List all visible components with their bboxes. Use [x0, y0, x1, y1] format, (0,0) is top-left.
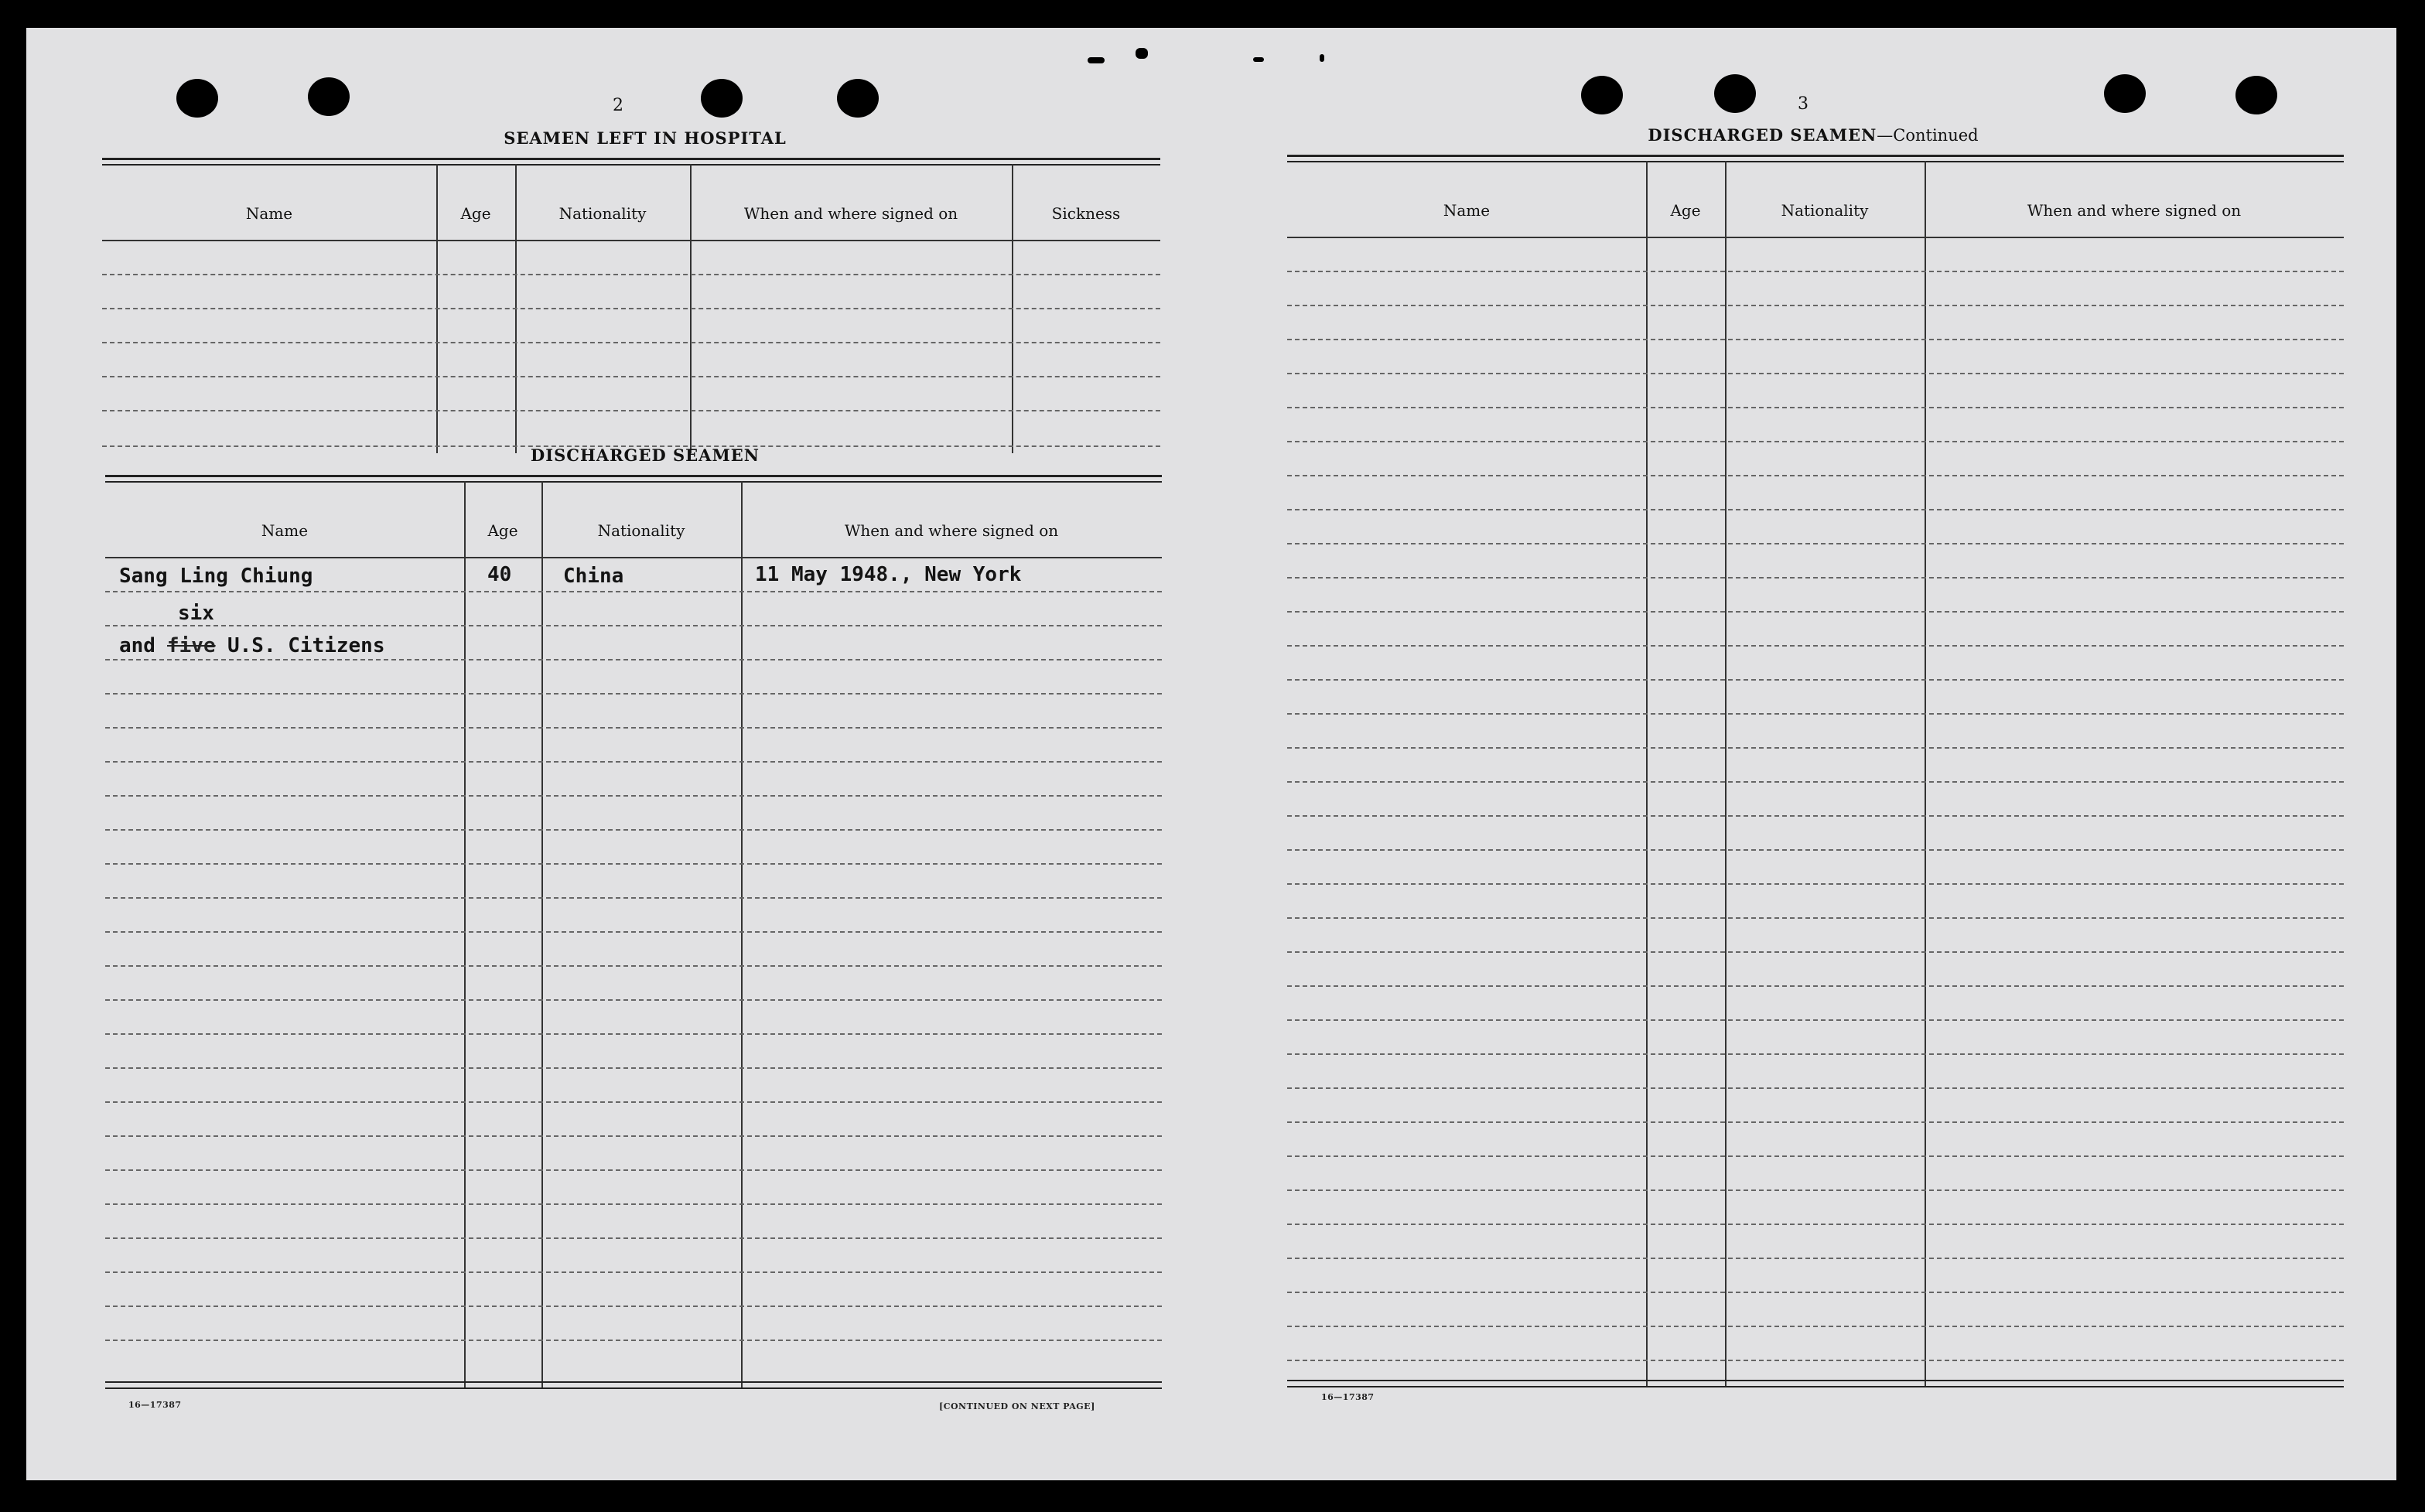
table-row — [1287, 475, 2344, 476]
seaman-signed-on: 11 May 1948., New York — [755, 563, 1022, 586]
table-row — [1287, 339, 2344, 340]
table-row — [105, 659, 1162, 660]
table-row — [105, 591, 1162, 592]
table-row — [1287, 1019, 2344, 1021]
table-row — [105, 897, 1162, 899]
table-row — [1287, 713, 2344, 715]
ink-speck-icon — [1253, 57, 1264, 62]
discharged-continued-table — [1287, 155, 2344, 1387]
column-header-name: Name — [261, 521, 309, 540]
table-row — [105, 795, 1162, 797]
page-number: 3 — [1798, 94, 1809, 114]
table-row — [105, 999, 1162, 1001]
column-header-nationality: Nationality — [597, 521, 685, 540]
form-number: 16—17387 — [1321, 1392, 1375, 1402]
continued-note: [CONTINUED ON NEXT PAGE] — [939, 1401, 1095, 1411]
table-row — [1287, 883, 2344, 885]
table-row — [1287, 611, 2344, 613]
table-row — [1287, 849, 2344, 851]
table-row — [1287, 373, 2344, 374]
punch-hole-icon — [2235, 76, 2277, 114]
table-row — [105, 1101, 1162, 1103]
table-row — [105, 1135, 1162, 1137]
table-row — [1287, 543, 2344, 544]
column-header-name: Name — [1443, 201, 1491, 220]
table-row — [1287, 509, 2344, 510]
table-row — [105, 931, 1162, 933]
seaman-age: 40 — [487, 563, 512, 586]
column-header-age: Age — [487, 521, 518, 540]
table-row — [102, 410, 1160, 411]
punch-hole-icon — [837, 79, 879, 118]
column-header-signed-on: When and where signed on — [743, 204, 958, 223]
table-row — [105, 1169, 1162, 1171]
table-row — [102, 376, 1160, 377]
column-header-signed-on: When and where signed on — [844, 521, 1059, 540]
table-row — [105, 1271, 1162, 1273]
table-row — [105, 727, 1162, 729]
column-header-nationality: Nationality — [1781, 201, 1869, 220]
table-row — [1287, 441, 2344, 442]
column-header-age: Age — [460, 204, 491, 223]
column-header-nationality: Nationality — [558, 204, 647, 223]
ink-speck-icon — [1320, 54, 1324, 62]
column-header-age: Age — [1670, 201, 1701, 220]
table-row — [1287, 951, 2344, 953]
table-row — [105, 1033, 1162, 1035]
table-row — [105, 693, 1162, 695]
punch-hole-icon — [308, 77, 350, 116]
hospital-table — [102, 158, 1160, 453]
table-row — [1287, 1360, 2344, 1361]
seaman-nationality: China — [563, 565, 624, 588]
hospital-section-title: SEAMEN LEFT IN HOSPITAL — [504, 128, 787, 148]
table-row — [105, 965, 1162, 967]
ink-speck-icon — [1136, 48, 1148, 59]
discharged-continued-title — [1573, 125, 2053, 145]
ink-speck-icon — [1088, 57, 1105, 63]
table-row — [1287, 577, 2344, 579]
table-row — [1287, 985, 2344, 987]
seaman-name: Sang Ling Chiung — [119, 565, 313, 588]
table-row — [1287, 781, 2344, 783]
table-row — [1287, 679, 2344, 681]
form-number: 16—17387 — [128, 1400, 182, 1410]
table-row — [1287, 1087, 2344, 1089]
table-row — [1287, 815, 2344, 817]
table-row — [1287, 1155, 2344, 1157]
table-row — [1287, 1053, 2344, 1055]
table-row — [102, 274, 1160, 275]
table-row — [1287, 1326, 2344, 1327]
document-sheet — [26, 28, 2396, 1480]
page-number: 2 — [613, 96, 623, 115]
table-row — [105, 829, 1162, 831]
table-row — [1287, 305, 2344, 306]
table-row — [105, 1067, 1162, 1069]
column-header-signed-on: When and where signed on — [2027, 201, 2242, 220]
table-row — [1287, 1258, 2344, 1259]
table-row — [1287, 1292, 2344, 1293]
discharged-section-title: DISCHARGED SEAMEN — [531, 445, 760, 465]
punch-hole-icon — [701, 79, 743, 118]
column-header-sickness: Sickness — [1051, 204, 1121, 223]
table-row — [1287, 1224, 2344, 1225]
note-suffix: U.S. Citizens — [227, 634, 385, 657]
discharged-table — [105, 475, 1162, 1389]
table-row — [102, 342, 1160, 343]
table-row — [105, 1203, 1162, 1205]
table-row — [1287, 407, 2344, 408]
punch-hole-icon — [2104, 74, 2146, 113]
punch-hole-icon — [1714, 74, 1756, 113]
table-row — [105, 863, 1162, 865]
table-row — [1287, 271, 2344, 272]
table-row — [1287, 645, 2344, 647]
table-row — [1287, 747, 2344, 749]
title-continued: —Continued — [1877, 126, 1979, 145]
table-row — [1287, 917, 2344, 919]
column-header-name: Name — [245, 204, 293, 223]
table-row — [105, 1340, 1162, 1341]
punch-hole-icon — [1581, 76, 1623, 114]
table-row — [1287, 1121, 2344, 1123]
title-main: DISCHARGED SEAMEN — [1648, 125, 1877, 145]
table-row — [105, 761, 1162, 763]
note-struck-word: five — [167, 634, 216, 657]
table-row — [1287, 1189, 2344, 1191]
table-row — [102, 308, 1160, 309]
note-insert: six — [178, 602, 214, 625]
punch-hole-icon — [176, 79, 218, 118]
table-row — [105, 1237, 1162, 1239]
table-row — [105, 1306, 1162, 1307]
note-prefix: and — [119, 634, 155, 657]
table-row — [105, 625, 1162, 626]
